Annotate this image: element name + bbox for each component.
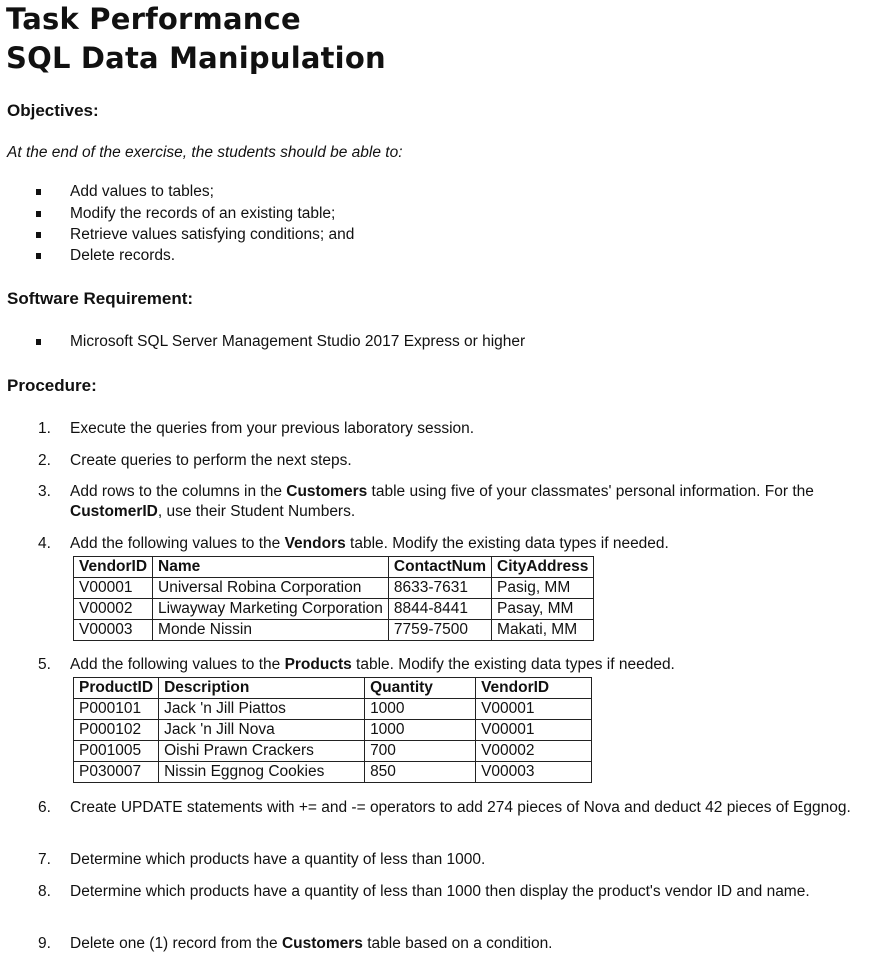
step-number: 1.	[38, 420, 51, 437]
table-row	[74, 599, 594, 620]
objective-text: Add values to tables;	[70, 183, 214, 200]
table-row	[74, 578, 594, 599]
bullet-square-icon	[36, 339, 41, 345]
table-cell: Universal Robina Corporation	[153, 578, 389, 599]
vendors-table	[73, 556, 594, 641]
table-cell: 8633-7631	[388, 578, 491, 599]
step-text: Add the following values to the Products table. Modify the existing data types if needed.	[70, 656, 675, 673]
table-cell: Liwayway Marketing Corporation	[153, 599, 389, 620]
table-cell: P000101	[74, 699, 159, 720]
objective-text: Retrieve values satisfying conditions; and	[70, 226, 355, 243]
software-text: Microsoft SQL Server Management Studio 2017 Express or higher	[70, 333, 526, 350]
step-number: 9.	[38, 935, 51, 952]
column-header: Name	[153, 557, 389, 578]
page-title-line1: Task Performance	[6, 2, 301, 36]
step-text: Determine which products have a quantity of less than 1000 then display the product's vendor ID and name.	[70, 883, 810, 900]
table-row	[74, 762, 592, 783]
table-row	[74, 720, 592, 741]
column-header: ContactNum	[388, 557, 491, 578]
table-row	[74, 620, 594, 641]
table-cell: V00003	[74, 620, 153, 641]
table-cell: Makati, MM	[492, 620, 594, 641]
table-cell: V00002	[74, 599, 153, 620]
products-table	[73, 677, 592, 783]
page-title-line2: SQL Data Manipulation	[6, 41, 386, 75]
column-header: VendorID	[74, 557, 153, 578]
software-heading: Software Requirement:	[7, 289, 194, 308]
table-cell: V00001	[74, 578, 153, 599]
table-name-products: Products	[284, 656, 352, 673]
column-header: ProductID	[74, 678, 159, 699]
column-header: VendorID	[476, 678, 592, 699]
table-name-customers: Customers	[281, 935, 363, 952]
table-cell: Monde Nissin	[153, 620, 389, 641]
table-cell: 7759-7500	[388, 620, 491, 641]
step-number: 6.	[38, 799, 51, 816]
step-text: Create queries to perform the next steps.	[70, 452, 352, 469]
table-cell: 8844-8441	[388, 599, 491, 620]
step-text: Add rows to the columns in the Customers table using five of your classmates' personal information. For the CustomerID, use their Student Numbers.	[70, 483, 814, 520]
table-cell: 700	[365, 741, 476, 762]
table-cell: V00001	[476, 699, 592, 720]
table-cell: 850	[365, 762, 476, 783]
table-cell: V00003	[476, 762, 592, 783]
bullet-square-icon	[36, 189, 41, 195]
field-name-customerid: CustomerID	[70, 503, 158, 520]
bullet-square-icon	[36, 211, 41, 217]
step-number: 4.	[38, 535, 51, 552]
objective-text: Delete records.	[70, 247, 176, 264]
table-header-row	[74, 678, 592, 699]
table-cell: Oishi Prawn Crackers	[159, 741, 365, 762]
step-text: Create UPDATE statements with += and -= operators to add 274 pieces of Nova and deduct 42 pieces of Eggnog.	[70, 799, 851, 816]
step-number: 2.	[38, 452, 51, 469]
table-row	[74, 741, 592, 762]
table-cell: V00001	[476, 720, 592, 741]
step-number: 8.	[38, 883, 51, 900]
table-cell: Jack 'n Jill Piattos	[159, 699, 365, 720]
bullet-square-icon	[36, 232, 41, 238]
objectives-heading: Objectives:	[7, 101, 99, 120]
step-text: Add the following values to the Vendors table. Modify the existing data types if needed.	[70, 535, 669, 552]
table-header-row	[74, 557, 594, 578]
step-text: Determine which products have a quantity of less than 1000.	[70, 851, 486, 868]
table-cell: Jack 'n Jill Nova	[159, 720, 365, 741]
table-cell: Nissin Eggnog Cookies	[159, 762, 365, 783]
table-cell: P001005	[74, 741, 159, 762]
column-header: CityAddress	[492, 557, 594, 578]
table-name-customers: Customers	[286, 483, 368, 500]
step-number: 7.	[38, 851, 51, 868]
table-cell: Pasig, MM	[492, 578, 594, 599]
table-cell: P000102	[74, 720, 159, 741]
table-cell: P030007	[74, 762, 159, 783]
step-text: Execute the queries from your previous laboratory session.	[70, 420, 475, 437]
table-cell: Pasay, MM	[492, 599, 594, 620]
table-row	[74, 699, 592, 720]
column-header: Quantity	[365, 678, 476, 699]
table-name-vendors: Vendors	[284, 535, 346, 552]
table-cell: V00002	[476, 741, 592, 762]
objectives-intro: At the end of the exercise, the students should be able to:	[7, 144, 403, 161]
column-header: Description	[159, 678, 365, 699]
table-cell: 1000	[365, 699, 476, 720]
objective-text: Modify the records of an existing table;	[70, 205, 336, 222]
bullet-square-icon	[36, 253, 41, 259]
step-number: 3.	[38, 483, 51, 500]
procedure-heading: Procedure:	[7, 376, 97, 395]
step-text: Delete one (1) record from the Customers table based on a condition.	[70, 935, 553, 952]
step-number: 5.	[38, 656, 51, 673]
table-cell: 1000	[365, 720, 476, 741]
